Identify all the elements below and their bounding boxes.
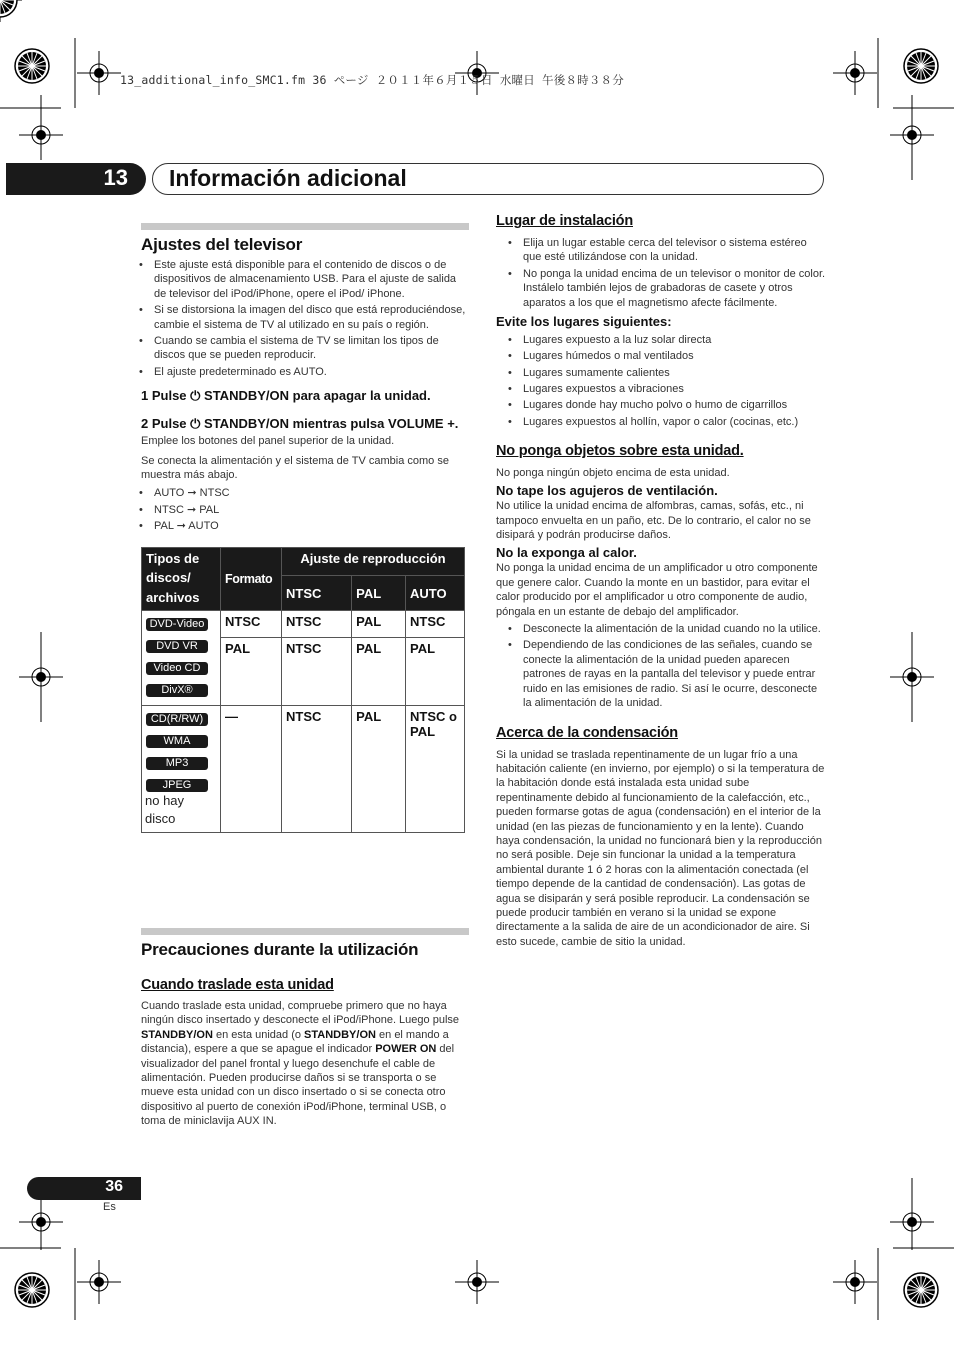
left-column [141,223,469,833]
wma-badge: WMA [146,735,208,748]
heat-list [496,622,826,710]
moving-heading: Cuando traslade esta unidad [141,977,334,993]
heat-text: No ponga la unidad encima de un amplificador u otro componente que genere calor. Cuando la monte en un bastidor, para evitar el calor producido por el amplificador u otro componente de audio, póngala en un estante de debajo del amplificador. [496,562,818,618]
table-cell: PAL [352,706,406,833]
no-disc-label: no hay disco [145,793,185,827]
list-item: • Este ajuste está disponible para el contenido de discos o de dispositivos de almacenamiento USB. Para el ajuste de salida de televisor del iPod/iPhone, opere el iPod/ iPhone. [127,258,469,301]
list-item: • El ajuste predeterminado es AUTO. [127,365,469,379]
condensation-text: Si la unidad se traslada repentinamente de un lugar frío a una habitación caliente (en invierno, por ejemplo) o si la temperatura de la habitación donde está instalada esta unidad sube repentinamente debido al funcionamiento de la calefacción, etc., pueden formarse gotas de agua (condensación) en el interior de la unidad (en las piezas de funcionamiento y en la lente). Cuando haya condensación, la unidad no funcionará bien y la reproducción no será posible. Deje sin funcionar la unidad a la temperatura ambiental durante 1 ó 2 horas con la alimentación conectada (el tiempo depende de la cantidad de condensación). Las gotas de agua se disiparán y será posible reproducir. La condensación se puede producir también en verano si la unidad se expone directamente a la salida de aire de un acondicionador de aire. Si esto sucede, cambie de sitio la unidad. [496,748,825,948]
page-number-badge [27,1177,141,1200]
left-column-lower [141,928,469,1129]
table-cell: NTSC [282,638,352,706]
chapter-number-badge [6,163,146,195]
header-ntsc: NTSC [282,575,352,611]
dvd-video-badge: DVD-Video [146,618,208,631]
list-item: • Lugares sumamente calientes [496,365,826,381]
list-item: • Dependiendo de las condiciones de las señales, cuando se conecte la alimentación de la unidad pueden aparecen patrones de rayas en la pantalla del televisor y puede entrar ruido en las emisiones de radio. Si así le ocurre, desconecte la alimentación de la unidad. [496,638,826,710]
header-types: Tipos de discos/ archivos [142,547,221,611]
list-item: • No ponga la unidad encima de un televisor o monitor de color. Instálelo también lejos de grabadoras de casete y otros aparatos a los que el magnetismo afecte fácilmente. [496,267,826,310]
table-cell: PAL [406,638,465,706]
list-item: • Lugares expuesto a la luz solar directa [496,332,826,348]
moving-text: Cuando traslade esta unidad, compruebe primero que no haya ningún disco insertado y desconecte el iPod/iPhone. Luego pulse STANDBY/ON en esta unidad (o STANDBY/ON en el mando a distancia), espere a que se apague el indicador POWER ON del visualizador del panel frontal y luego desenchufe el cable de alimentación. Pueden producirse daños si se transporta o se mueve esta unidad con un disco insertado o si se conecta otro dispositivo al puerto de conexión iPod/iPhone, terminal USB, o toma de miniclavija AUX IN. [141,1000,460,1128]
list-item: • NTSC ➞ PAL [127,502,469,519]
right-column [496,213,826,949]
cycle-list [127,485,469,535]
language-code: Es [103,1201,116,1213]
divx-badge: DivX® [146,684,208,697]
table-cell: NTSC [282,706,352,833]
ventilation-heading: No tape los agujeros de ventilación. [496,483,718,499]
table-cell: NTSC [221,611,282,638]
table-cell: PAL [221,638,282,706]
step-2: 2 Pulse ⏻ STANDBY/ON mientras pulsa VOLUME +. [141,416,459,432]
jpeg-badge: JPEG [146,779,208,792]
list-item: • Lugares húmedos o mal ventilados [496,348,826,364]
tv-bullet-list [127,258,469,379]
no-objects-text: No ponga ningún objeto encima de esta unidad. [496,466,730,479]
file-header: 13_additional_info_SMC1.fm 36 ページ ２０１１年６月１５日 水曜日 午後８時３８分 [120,73,624,87]
tv-system-table [141,547,465,834]
cd-rw-badge: CD(R/RW) [146,713,208,726]
step-2-text: Se conecta la alimentación y el sistema de TV cambia como se muestra más abajo. [141,454,449,482]
list-item: • PAL ➞ AUTO [127,518,469,535]
header-format: Formato [221,547,282,611]
section-bar [141,928,469,935]
list-item: • Elija un lugar estable cerca del televisor o sistema estéreo que esté utilizándose con la unidad. [496,236,826,265]
avoid-list [496,332,826,430]
page-number: 36 [105,1178,123,1195]
table-cell: PAL [352,611,406,638]
list-item: • AUTO ➞ NTSC [127,485,469,502]
list-item: • Lugares donde hay mucho polvo o humo de cigarrillos [496,397,826,413]
installation-heading: Lugar de instalación [496,213,633,229]
list-item: • Cuando se cambia el sistema de TV se limitan los tipos de discos que se pueden reproducir. [127,334,469,363]
step-1: 1 Pulse ⏻ STANDBY/ON para apagar la unidad. [141,388,431,404]
header-playback: Ajuste de reproducción [282,547,465,575]
ventilation-text: No utilice la unidad encima de alfombras, camas, sofás, etc., ni tampoco envuelta en un paño, etc. De lo contrario, el calor no se disipará y podrán producirse daños. [496,500,811,542]
chapter-number: 13 [103,165,128,190]
list-item: • Lugares expuestos al hollín, vapor o calor (cocinas, etc.) [496,414,826,430]
condensation-heading: Acerca de la condensación [496,724,678,741]
header-auto: AUTO [406,575,465,611]
installation-list [496,236,826,310]
table-cell: NTSC o PAL [406,706,465,833]
table-cell: NTSC [282,611,352,638]
header-pal: PAL [352,575,406,611]
table-cell: — [221,706,282,833]
section-bar [141,223,469,230]
no-objects-heading: No ponga objetos sobre esta unidad. [496,442,744,459]
table-cell: NTSC [406,611,465,638]
mp3-badge: MP3 [146,757,208,770]
tv-settings-heading: Ajustes del televisor [141,235,303,254]
list-item: • Desconecte la alimentación de la unidad cuando no la utilice. [496,622,826,636]
dvd-vr-badge: DVD VR [146,640,208,653]
list-item: • Lugares expuestos a vibraciones [496,381,826,397]
video-cd-badge: Video CD [146,662,208,675]
precautions-heading: Precauciones durante la utilización [141,940,419,959]
chapter-title-box [152,163,824,195]
disc-group-1 [142,611,221,706]
heat-heading: No la exponga al calor. [496,545,637,561]
step-2-note: Emplee los botones del panel superior de la unidad. [141,435,395,448]
avoid-heading: Evite los lugares siguientes: [496,314,672,330]
table-cell: PAL [352,638,406,706]
chapter-title: Información adicional [169,165,407,191]
list-item: • Si se distorsiona la imagen del disco que está reproduciéndose, cambie el sistema de TV al utilizado en su país o región. [127,303,469,332]
disc-group-2 [142,706,221,833]
